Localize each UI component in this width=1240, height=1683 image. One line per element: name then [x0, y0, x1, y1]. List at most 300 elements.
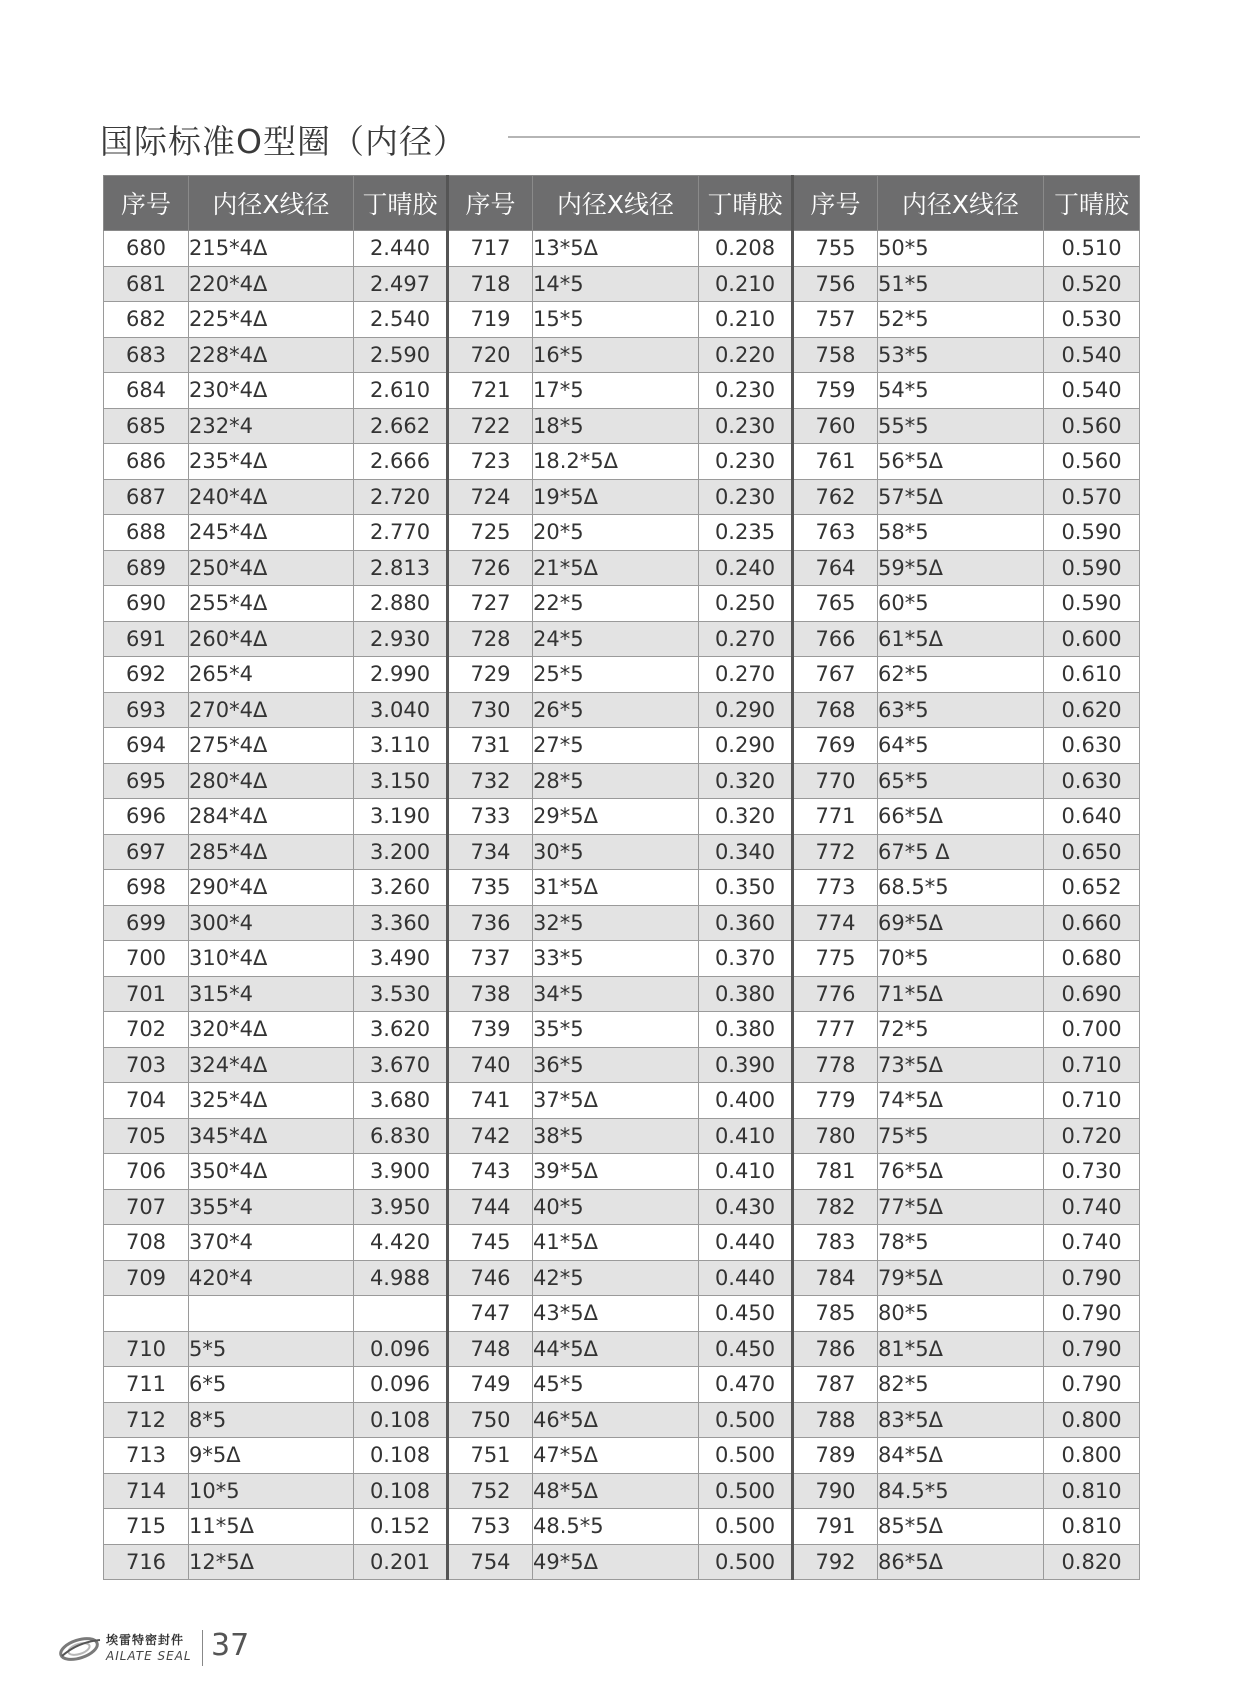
table-row: [104, 621, 1140, 657]
nbr-weight-cell: 4.420: [354, 1225, 448, 1261]
serial-no-cell: 708: [104, 1225, 189, 1261]
nbr-weight-cell: 0.270: [699, 657, 793, 693]
nbr-weight-cell: 0.320: [699, 799, 793, 835]
nbr-weight-cell: 3.900: [354, 1154, 448, 1190]
nbr-weight-cell: 0.230: [699, 408, 793, 444]
nbr-weight-cell: 0.560: [1044, 408, 1140, 444]
nbr-weight-cell: 0.590: [1044, 515, 1140, 551]
size-cell: 27*5: [533, 728, 699, 764]
nbr-weight-cell: 3.490: [354, 941, 448, 977]
nbr-weight-cell: 0.820: [1044, 1544, 1140, 1580]
nbr-weight-cell: 0.690: [1044, 976, 1140, 1012]
serial-no-cell: 726: [448, 550, 533, 586]
nbr-weight-cell: 0.270: [699, 621, 793, 657]
size-cell: 320*4Δ: [189, 1012, 354, 1048]
size-cell: 34*5: [533, 976, 699, 1012]
size-cell: 42*5: [533, 1260, 699, 1296]
nbr-weight-cell: 0.610: [1044, 657, 1140, 693]
serial-no-cell: 780: [793, 1118, 878, 1154]
size-cell: 57*5Δ: [878, 479, 1044, 515]
nbr-weight-cell: 0.510: [1044, 231, 1140, 267]
serial-no-cell: 756: [793, 266, 878, 302]
nbr-weight-cell: 0.790: [1044, 1331, 1140, 1367]
nbr-weight-cell: 0.400: [699, 1083, 793, 1119]
size-cell: 12*5Δ: [189, 1544, 354, 1580]
nbr-weight-cell: 0.410: [699, 1154, 793, 1190]
serial-no-cell: 773: [793, 870, 878, 906]
title-divider: [508, 136, 1140, 138]
serial-no-cell: 737: [448, 941, 533, 977]
nbr-weight-cell: 0.590: [1044, 586, 1140, 622]
serial-no-cell: 709: [104, 1260, 189, 1296]
serial-no-cell: 713: [104, 1438, 189, 1474]
serial-no-cell: 791: [793, 1509, 878, 1545]
serial-no-cell: 789: [793, 1438, 878, 1474]
size-cell: 420*4: [189, 1260, 354, 1296]
serial-no-cell: 782: [793, 1189, 878, 1225]
size-cell: 45*5: [533, 1367, 699, 1403]
size-cell: 355*4: [189, 1189, 354, 1225]
serial-no-cell: 767: [793, 657, 878, 693]
nbr-weight-cell: 0.500: [699, 1438, 793, 1474]
size-cell: 41*5Δ: [533, 1225, 699, 1261]
serial-no-cell: 719: [448, 302, 533, 338]
nbr-weight-cell: 2.497: [354, 266, 448, 302]
serial-no-cell: 774: [793, 905, 878, 941]
size-cell: 24*5: [533, 621, 699, 657]
table-row: [104, 870, 1140, 906]
nbr-weight-cell: 0.380: [699, 976, 793, 1012]
size-cell: 39*5Δ: [533, 1154, 699, 1190]
serial-no-cell: 681: [104, 266, 189, 302]
serial-no-cell: 748: [448, 1331, 533, 1367]
brand-name-cn: 埃雷特密封件: [106, 1633, 185, 1647]
size-cell: 21*5Δ: [533, 550, 699, 586]
nbr-weight-cell: 3.200: [354, 834, 448, 870]
size-cell: 345*4Δ: [189, 1118, 354, 1154]
table-row: [104, 1260, 1140, 1296]
serial-no-cell: 779: [793, 1083, 878, 1119]
nbr-weight-cell: 2.610: [354, 373, 448, 409]
nbr-weight-cell: 0.220: [699, 337, 793, 373]
size-cell: 72*5: [878, 1012, 1044, 1048]
table-row: [104, 1189, 1140, 1225]
table-row: [104, 1083, 1140, 1119]
size-cell: 235*4Δ: [189, 444, 354, 480]
size-cell: 80*5: [878, 1296, 1044, 1332]
table-row: [104, 1225, 1140, 1261]
size-cell: 85*5Δ: [878, 1509, 1044, 1545]
table-row: [104, 976, 1140, 1012]
serial-no-cell: 752: [448, 1473, 533, 1509]
size-cell: 43*5Δ: [533, 1296, 699, 1332]
size-cell: 67*5 Δ: [878, 834, 1044, 870]
size-cell: 50*5: [878, 231, 1044, 267]
nbr-weight-cell: 4.988: [354, 1260, 448, 1296]
serial-no-cell: 761: [793, 444, 878, 480]
nbr-weight-cell: 0.570: [1044, 479, 1140, 515]
size-cell: 61*5Δ: [878, 621, 1044, 657]
size-cell: 28*5: [533, 763, 699, 799]
size-cell: 74*5Δ: [878, 1083, 1044, 1119]
nbr-weight-cell: 0.560: [1044, 444, 1140, 480]
serial-no-cell: 684: [104, 373, 189, 409]
size-cell: 55*5: [878, 408, 1044, 444]
size-cell: 232*4: [189, 408, 354, 444]
serial-no-cell: 686: [104, 444, 189, 480]
nbr-weight-cell: 3.680: [354, 1083, 448, 1119]
size-cell: 18.2*5Δ: [533, 444, 699, 480]
serial-no-cell: 725: [448, 515, 533, 551]
serial-no-cell: 728: [448, 621, 533, 657]
table-row: [104, 1473, 1140, 1509]
serial-no-cell: 707: [104, 1189, 189, 1225]
serial-no-cell: 754: [448, 1544, 533, 1580]
serial-no-cell: 680: [104, 231, 189, 267]
serial-no-cell: 769: [793, 728, 878, 764]
nbr-weight-cell: 0.650: [1044, 834, 1140, 870]
table-row: [104, 302, 1140, 338]
nbr-weight-cell: 2.662: [354, 408, 448, 444]
nbr-weight-cell: 2.930: [354, 621, 448, 657]
brand-name-en: AILATE SEAL: [106, 1649, 192, 1663]
serial-no-cell: 745: [448, 1225, 533, 1261]
serial-no-cell: 738: [448, 976, 533, 1012]
nbr-weight-cell: 0.108: [354, 1402, 448, 1438]
nbr-weight-cell: 0.340: [699, 834, 793, 870]
nbr-weight-cell: 0.790: [1044, 1367, 1140, 1403]
nbr-weight-cell: 0.230: [699, 373, 793, 409]
serial-no-cell: 734: [448, 834, 533, 870]
table-row: [104, 1154, 1140, 1190]
size-cell: [189, 1296, 354, 1332]
serial-no-cell: 723: [448, 444, 533, 480]
serial-no-cell: 762: [793, 479, 878, 515]
table-row: [104, 408, 1140, 444]
nbr-weight-cell: 0.410: [699, 1118, 793, 1154]
serial-no-cell: 787: [793, 1367, 878, 1403]
size-cell: 86*5Δ: [878, 1544, 1044, 1580]
serial-no-cell: 691: [104, 621, 189, 657]
nbr-weight-cell: 0.530: [1044, 302, 1140, 338]
size-cell: 215*4Δ: [189, 231, 354, 267]
nbr-weight-cell: 0.810: [1044, 1509, 1140, 1545]
nbr-weight-cell: 2.770: [354, 515, 448, 551]
size-cell: 315*4: [189, 976, 354, 1012]
serial-no-cell: 770: [793, 763, 878, 799]
size-cell: 37*5Δ: [533, 1083, 699, 1119]
table-row: [104, 1367, 1140, 1403]
page-title: 国际标准O型圈（内径）: [100, 122, 467, 161]
size-cell: 52*5: [878, 302, 1044, 338]
size-cell: 245*4Δ: [189, 515, 354, 551]
nbr-weight-cell: 3.620: [354, 1012, 448, 1048]
size-cell: 66*5Δ: [878, 799, 1044, 835]
nbr-weight-cell: 0.210: [699, 266, 793, 302]
table-header-row: [104, 176, 1140, 231]
serial-no-cell: 729: [448, 657, 533, 693]
size-cell: 300*4: [189, 905, 354, 941]
serial-no-cell: 706: [104, 1154, 189, 1190]
serial-no-cell: 771: [793, 799, 878, 835]
table-row: [104, 444, 1140, 480]
size-cell: 32*5: [533, 905, 699, 941]
serial-no-cell: 784: [793, 1260, 878, 1296]
serial-no-cell: 763: [793, 515, 878, 551]
serial-no-cell: 786: [793, 1331, 878, 1367]
nbr-weight-cell: 0.790: [1044, 1260, 1140, 1296]
serial-no-cell: 760: [793, 408, 878, 444]
nbr-weight-cell: 0.540: [1044, 373, 1140, 409]
size-cell: 59*5Δ: [878, 550, 1044, 586]
table-row: [104, 692, 1140, 728]
serial-no-cell: 776: [793, 976, 878, 1012]
nbr-weight-cell: 3.150: [354, 763, 448, 799]
nbr-weight-cell: 0.390: [699, 1047, 793, 1083]
serial-no-cell: 705: [104, 1118, 189, 1154]
table-row: [104, 941, 1140, 977]
ailate-seal-logo-icon: [58, 1630, 104, 1666]
size-cell: 33*5: [533, 941, 699, 977]
serial-no-cell: 710: [104, 1331, 189, 1367]
table-row: [104, 905, 1140, 941]
size-cell: 82*5: [878, 1367, 1044, 1403]
size-cell: 48*5Δ: [533, 1473, 699, 1509]
serial-no-cell: 687: [104, 479, 189, 515]
serial-no-cell: 740: [448, 1047, 533, 1083]
serial-no-cell: 716: [104, 1544, 189, 1580]
serial-no-cell: 759: [793, 373, 878, 409]
serial-no-cell: 712: [104, 1402, 189, 1438]
serial-no-cell: 720: [448, 337, 533, 373]
serial-no-cell: 755: [793, 231, 878, 267]
footer-divider: [202, 1630, 203, 1666]
nbr-weight-cell: 0.590: [1044, 550, 1140, 586]
nbr-weight-cell: 0.096: [354, 1367, 448, 1403]
size-cell: 10*5: [189, 1473, 354, 1509]
serial-no-cell: 718: [448, 266, 533, 302]
serial-no-cell: 711: [104, 1367, 189, 1403]
nbr-weight-cell: 3.360: [354, 905, 448, 941]
serial-no-cell: 722: [448, 408, 533, 444]
nbr-weight-cell: 3.260: [354, 870, 448, 906]
nbr-weight-cell: 0.430: [699, 1189, 793, 1225]
header-serial-no: 序号: [793, 176, 878, 231]
serial-no-cell: 777: [793, 1012, 878, 1048]
serial-no-cell: 739: [448, 1012, 533, 1048]
nbr-weight-cell: 0.440: [699, 1225, 793, 1261]
size-cell: 370*4: [189, 1225, 354, 1261]
serial-no-cell: 694: [104, 728, 189, 764]
nbr-weight-cell: 0.235: [699, 515, 793, 551]
table-body: [104, 231, 1140, 1580]
serial-no-cell: 696: [104, 799, 189, 835]
nbr-weight-cell: 0.470: [699, 1367, 793, 1403]
table-row: [104, 373, 1140, 409]
serial-no-cell: 783: [793, 1225, 878, 1261]
table-row: [104, 1544, 1140, 1580]
header-nbr-weight: 丁晴胶: [354, 176, 448, 231]
serial-no-cell: 690: [104, 586, 189, 622]
size-cell: 6*5: [189, 1367, 354, 1403]
table-row: [104, 799, 1140, 835]
serial-no-cell: 790: [793, 1473, 878, 1509]
serial-no-cell: 768: [793, 692, 878, 728]
nbr-weight-cell: 2.590: [354, 337, 448, 373]
nbr-weight-cell: 2.813: [354, 550, 448, 586]
size-cell: 81*5Δ: [878, 1331, 1044, 1367]
serial-no-cell: 733: [448, 799, 533, 835]
serial-no-cell: 688: [104, 515, 189, 551]
serial-no-cell: 701: [104, 976, 189, 1012]
size-cell: 49*5Δ: [533, 1544, 699, 1580]
serial-no-cell: 721: [448, 373, 533, 409]
serial-no-cell: 715: [104, 1509, 189, 1545]
header-size: 内径X线径: [533, 176, 699, 231]
size-cell: 16*5: [533, 337, 699, 373]
serial-no-cell: 683: [104, 337, 189, 373]
size-cell: 84.5*5: [878, 1473, 1044, 1509]
size-cell: 25*5: [533, 657, 699, 693]
size-cell: 255*4Δ: [189, 586, 354, 622]
size-cell: 70*5: [878, 941, 1044, 977]
serial-no-cell: 704: [104, 1083, 189, 1119]
nbr-weight-cell: 0.201: [354, 1544, 448, 1580]
size-cell: 30*5: [533, 834, 699, 870]
nbr-weight-cell: 2.666: [354, 444, 448, 480]
footer: [58, 1628, 358, 1672]
serial-no-cell: 743: [448, 1154, 533, 1190]
nbr-weight-cell: 0.630: [1044, 728, 1140, 764]
size-cell: 78*5: [878, 1225, 1044, 1261]
serial-no-cell: 758: [793, 337, 878, 373]
serial-no-cell: 747: [448, 1296, 533, 1332]
size-cell: 350*4Δ: [189, 1154, 354, 1190]
title-row: [100, 112, 1140, 162]
nbr-weight-cell: 0.230: [699, 479, 793, 515]
size-cell: 240*4Δ: [189, 479, 354, 515]
nbr-weight-cell: [354, 1296, 448, 1332]
table-row: [104, 337, 1140, 373]
nbr-weight-cell: 0.660: [1044, 905, 1140, 941]
nbr-weight-cell: 0.500: [699, 1544, 793, 1580]
nbr-weight-cell: 0.208: [699, 231, 793, 267]
serial-no-cell: 764: [793, 550, 878, 586]
size-cell: 44*5Δ: [533, 1331, 699, 1367]
serial-no-cell: 698: [104, 870, 189, 906]
serial-no-cell: 749: [448, 1367, 533, 1403]
size-cell: 56*5Δ: [878, 444, 1044, 480]
serial-no-cell: 700: [104, 941, 189, 977]
serial-no-cell: 772: [793, 834, 878, 870]
nbr-weight-cell: 0.640: [1044, 799, 1140, 835]
size-cell: 230*4Δ: [189, 373, 354, 409]
header-serial-no: 序号: [104, 176, 189, 231]
nbr-weight-cell: 3.670: [354, 1047, 448, 1083]
nbr-weight-cell: 0.450: [699, 1296, 793, 1332]
serial-no-cell: 731: [448, 728, 533, 764]
serial-no-cell: 697: [104, 834, 189, 870]
size-cell: 9*5Δ: [189, 1438, 354, 1474]
serial-no-cell: 702: [104, 1012, 189, 1048]
size-cell: 29*5Δ: [533, 799, 699, 835]
nbr-weight-cell: 0.630: [1044, 763, 1140, 799]
size-cell: 79*5Δ: [878, 1260, 1044, 1296]
nbr-weight-cell: 0.680: [1044, 941, 1140, 977]
table-row: [104, 515, 1140, 551]
nbr-weight-cell: 0.810: [1044, 1473, 1140, 1509]
nbr-weight-cell: 0.210: [699, 302, 793, 338]
serial-no-cell: 750: [448, 1402, 533, 1438]
size-cell: 84*5Δ: [878, 1438, 1044, 1474]
table-row: [104, 586, 1140, 622]
size-cell: 285*4Δ: [189, 834, 354, 870]
size-cell: 63*5: [878, 692, 1044, 728]
size-cell: 20*5: [533, 515, 699, 551]
size-cell: 46*5Δ: [533, 1402, 699, 1438]
table-row: [104, 266, 1140, 302]
nbr-weight-cell: 0.108: [354, 1473, 448, 1509]
serial-no-cell: 692: [104, 657, 189, 693]
nbr-weight-cell: 0.450: [699, 1331, 793, 1367]
size-cell: 65*5: [878, 763, 1044, 799]
size-cell: 228*4Δ: [189, 337, 354, 373]
size-cell: 83*5Δ: [878, 1402, 1044, 1438]
size-cell: 325*4Δ: [189, 1083, 354, 1119]
nbr-weight-cell: 0.730: [1044, 1154, 1140, 1190]
size-cell: 17*5: [533, 373, 699, 409]
size-cell: 13*5Δ: [533, 231, 699, 267]
size-cell: 15*5: [533, 302, 699, 338]
nbr-weight-cell: 0.152: [354, 1509, 448, 1545]
size-cell: 75*5: [878, 1118, 1044, 1154]
size-cell: 47*5Δ: [533, 1438, 699, 1474]
nbr-weight-cell: 0.350: [699, 870, 793, 906]
size-cell: 68.5*5: [878, 870, 1044, 906]
serial-no-cell: 727: [448, 586, 533, 622]
size-cell: 71*5Δ: [878, 976, 1044, 1012]
serial-no-cell: 717: [448, 231, 533, 267]
size-cell: 284*4Δ: [189, 799, 354, 835]
serial-no-cell: 792: [793, 1544, 878, 1580]
size-cell: 58*5: [878, 515, 1044, 551]
table-row: [104, 1012, 1140, 1048]
size-cell: 77*5Δ: [878, 1189, 1044, 1225]
nbr-weight-cell: 0.720: [1044, 1118, 1140, 1154]
size-cell: 53*5: [878, 337, 1044, 373]
size-cell: 290*4Δ: [189, 870, 354, 906]
nbr-weight-cell: 3.530: [354, 976, 448, 1012]
serial-no-cell: 781: [793, 1154, 878, 1190]
size-cell: 69*5Δ: [878, 905, 1044, 941]
serial-no-cell: 714: [104, 1473, 189, 1509]
size-cell: 51*5: [878, 266, 1044, 302]
nbr-weight-cell: 0.370: [699, 941, 793, 977]
table-row: [104, 763, 1140, 799]
nbr-weight-cell: 0.500: [699, 1509, 793, 1545]
size-cell: 5*5: [189, 1331, 354, 1367]
serial-no-cell: 695: [104, 763, 189, 799]
size-cell: 8*5: [189, 1402, 354, 1438]
serial-no-cell: 724: [448, 479, 533, 515]
header-size: 内径X线径: [189, 176, 354, 231]
size-cell: 11*5Δ: [189, 1509, 354, 1545]
size-cell: 225*4Δ: [189, 302, 354, 338]
size-cell: 270*4Δ: [189, 692, 354, 728]
table-row: [104, 231, 1140, 267]
size-cell: 250*4Δ: [189, 550, 354, 586]
nbr-weight-cell: 2.720: [354, 479, 448, 515]
